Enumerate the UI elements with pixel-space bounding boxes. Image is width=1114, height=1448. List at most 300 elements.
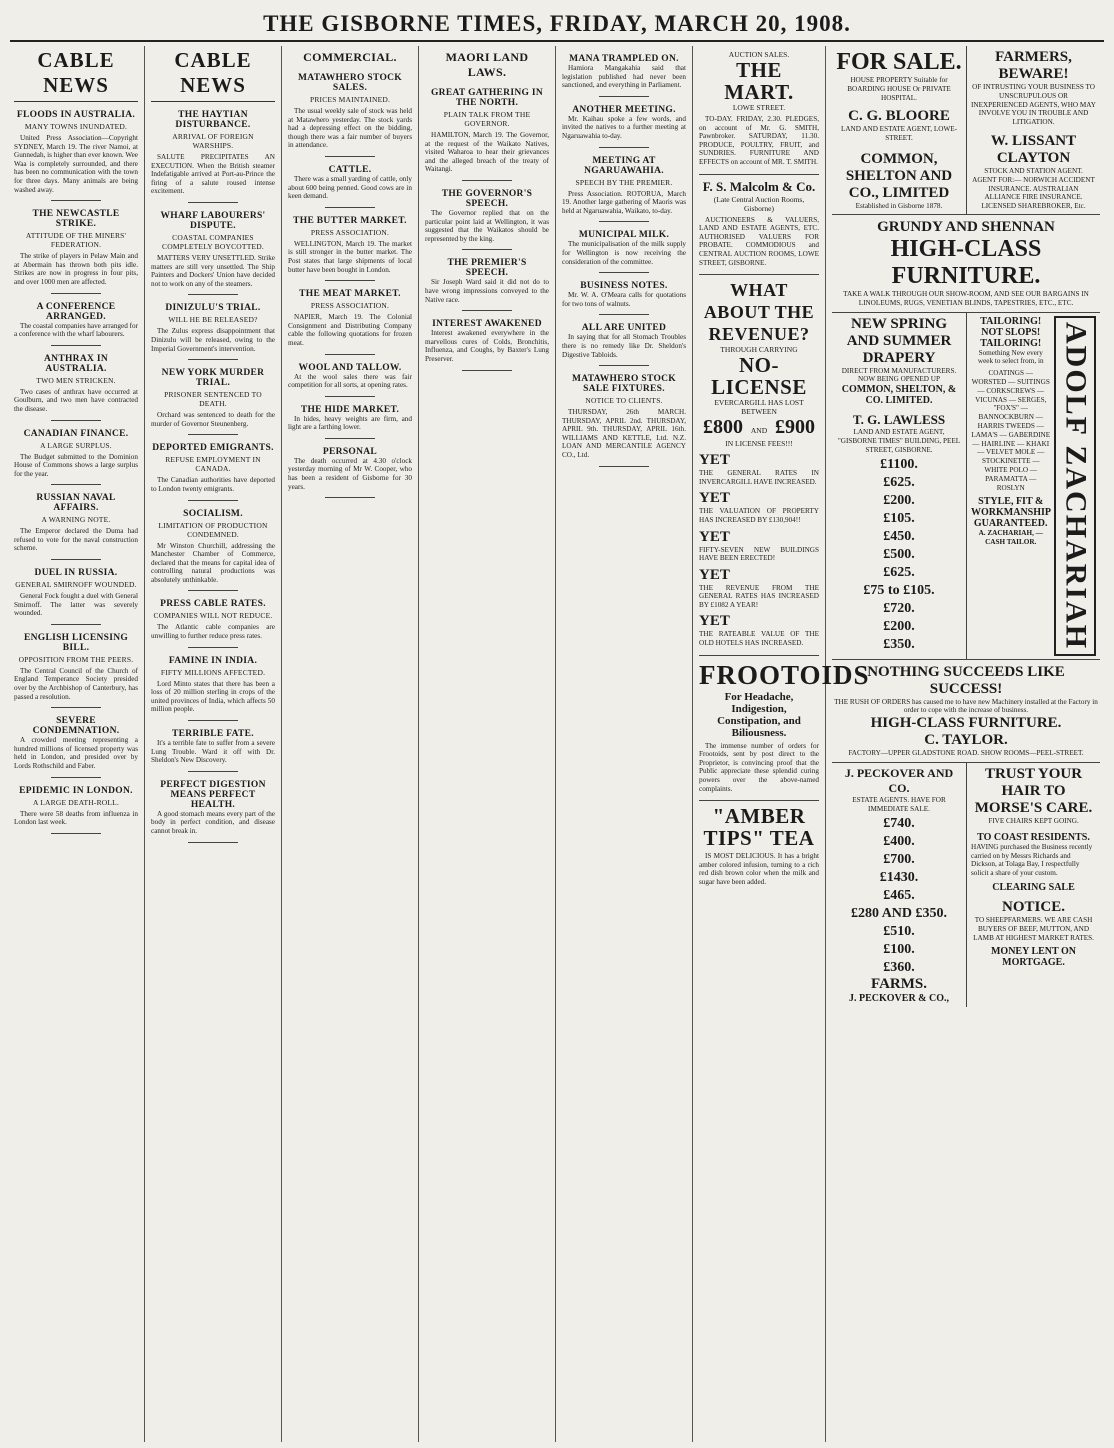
revenue-sub: THROUGH CARRYING: [720, 345, 798, 355]
revenue-small: IN LICENSE FEES!!!: [725, 439, 793, 449]
article-heading: MATAWHERO STOCK SALE FIXTURES.: [572, 374, 676, 395]
article: [151, 211, 275, 295]
article-subheading: COASTAL COMPANIES COMPLETELY BOYCOTTED.: [162, 232, 264, 251]
divider: [188, 434, 238, 435]
article-body: Mr. Kaihau spoke a few words, and invited the natives to a further meeting at Ngaruawahia to-day.: [562, 114, 686, 140]
frootoids-advert: [699, 656, 870, 802]
article-body: There was a small yarding of cattle, only about 600 being penned. Good cows are in keen demand.: [288, 174, 412, 201]
article-heading: NEW YORK MURDER TRIAL.: [161, 368, 265, 389]
farms-title: FARMS.: [871, 975, 927, 992]
article-body: HAMILTON, March 19. The Governor, at the request of the Waikato Natives, visited Waharoa to hear their grievances and the alleged breach of the treaty of Waitangi.: [425, 131, 549, 174]
article-subheading: PRISONER SENTENCED TO DEATH.: [164, 390, 262, 409]
article: [14, 633, 138, 708]
amber-tips-advert: [699, 801, 819, 893]
frootoids-body: The immense number of orders for Frootoids, sent by post direct to the Proprietor, is convincing proof that the Public appreciate these splendid curing powers over the above-named complaints.: [699, 741, 819, 793]
property-price: £360.: [883, 959, 915, 975]
bloore-sub: LAND AND ESTATE AGENT, LOWE-STREET.: [840, 125, 958, 143]
article-body: The Governor replied that on the particular point laid at Wellington, it was suggested that the Waikatos should be represented by the king.: [425, 208, 549, 243]
mart-body: TO-DAY. FRIDAY, 2.30. PLEDGES, on account of Mr. G. SMITH, Pawnbroker. SATURDAY, 11.30. PRODUCE, POULTRY, FRUIT, and SUNDRIES. FURNITURE AND EFFECTS on account of MR. T. SMITH.: [699, 115, 819, 166]
article-body: Sir Joseph Ward said it did not do to have wrong impressions conveyed to the Native race.: [425, 278, 549, 304]
property-price: £280 AND £350.: [850, 905, 948, 921]
property-price: £105.: [883, 510, 915, 526]
article-heading: WHARF LABOURERS' DISPUTE.: [160, 210, 266, 231]
divider: [188, 500, 238, 501]
article-body: MATTERS VERY UNSETTLED. Strike matters are still very unsettled. The Ship Painters and Dockers' Union have decided not to work on any of the steamers.: [151, 253, 275, 288]
lissant-sub: STOCK AND STATION AGENT.: [984, 166, 1083, 175]
peckover-sign: J. PECKOVER & CO.,: [849, 992, 949, 1004]
article: [14, 429, 138, 486]
divider: [188, 771, 238, 772]
divider: [51, 420, 101, 421]
article: [562, 105, 686, 148]
article-list: [14, 110, 138, 834]
divider: [325, 396, 375, 397]
mart-street: LOWE STREET.: [732, 103, 786, 112]
article-heading: THE BUTTER MARKET.: [293, 215, 407, 226]
article-subheading: TWO MEN STRICKEN.: [36, 375, 116, 385]
divider: [462, 180, 512, 181]
article-heading: A CONFERENCE ARRANGED.: [36, 301, 116, 322]
article-subheading: COMPANIES WILL NOT REDUCE.: [153, 611, 273, 621]
farmers-advert: [966, 46, 1100, 214]
divider: [188, 202, 238, 203]
taylor-furniture: HIGH-CLASS FURNITURE.: [870, 715, 1062, 732]
tg-sub: LAND AND ESTATE AGENT, "GISBORNE TIMES" BUILDING, PEEL STREET, GISBORNE.: [837, 428, 961, 454]
article: [14, 493, 138, 560]
article: [151, 110, 275, 203]
divider: [599, 96, 649, 97]
divider: [188, 647, 238, 648]
article-body: The coastal companies have arranged for a conference with the wharf labourers.: [14, 321, 138, 339]
article: [151, 368, 275, 435]
article-heading: THE MEAT MARKET.: [299, 289, 401, 300]
article-body: The municipalisation of the milk supply for Wellington is now receiving the consideration of the committee.: [562, 240, 686, 266]
zachariah-banner: ADOLF ZACHARIAH: [1054, 316, 1096, 656]
tailoring-title: TAILORING! NOT SLOPS! TAILORING!: [980, 315, 1042, 349]
property-price: £75 to £105.: [863, 582, 935, 598]
article-body: THURSDAY, 26th MARCH. THURSDAY, APRIL 2nd. THURSDAY, APRIL 9th. THURSDAY, APRIL 16th. WILLIAMS AND KETTLE, Ltd. N.Z. LOAN AND MERCANTILE AGENCY CO., Ltd.: [562, 408, 686, 460]
tailoring-advert: [966, 313, 1100, 659]
tg-price-list: [836, 457, 962, 653]
article: [151, 303, 275, 360]
article-subheading: OPPOSITION FROM THE PEERS.: [18, 654, 134, 664]
yet-word: YET: [699, 566, 730, 583]
yet-text: THE REVENUE FROM THE GENERAL RATES HAS INCREASED BY £1082 A YEAR!: [699, 583, 819, 609]
divider: [51, 200, 101, 201]
amber-title: "AMBER TIPS" TEA: [703, 804, 815, 851]
property-price: £450.: [883, 528, 915, 544]
divider: [599, 365, 649, 366]
revenue-line: EVERCARGILL HAS LOST BETWEEN: [714, 398, 804, 417]
zachariah-sign: A. ZACHARIAH, — CASH TAILOR.: [978, 529, 1043, 547]
article-body: Lord Minto states that there has been a loss of 20 million sterling in crops of the united provinces of India, which affects 50 million people.: [151, 679, 275, 714]
article: [425, 88, 549, 181]
article-heading: ENGLISH LICENSING BILL.: [23, 632, 129, 653]
revenue-title: WHAT ABOUT THE REVENUE?: [703, 280, 815, 345]
article-heading: THE HAYTIAN DISTURBANCE.: [175, 110, 251, 130]
malcolm-title: F. S. Malcolm & Co.: [702, 178, 816, 194]
property-price: £400.: [883, 833, 915, 849]
article-body: The Budget submitted to the Dominion House of Commons shows a large surplus for the year.: [14, 452, 138, 478]
yet-text: FIFTY-SEVEN NEW BUILDINGS HAVE BEEN ERECTED!: [699, 545, 819, 563]
article-heading: DINIZULU'S TRIAL.: [165, 303, 261, 314]
drapery-title: NEW SPRING AND SUMMER DRAPERY: [846, 315, 952, 366]
column-1: [8, 46, 145, 1442]
article: [562, 156, 686, 223]
article-body: Orchard was sentenced to death for the murder of Governor Steunenberg.: [151, 411, 275, 428]
column-4: [419, 46, 556, 1442]
article: [14, 716, 138, 777]
mart-advert: [699, 46, 819, 175]
notice-body: TO SHEEPFARMERS. WE ARE CASH BUYERS OF BEEF, MUTTON, AND LAMB AT HIGHEST MARKET RATES.: [973, 916, 1094, 942]
article-heading: EPIDEMIC IN LONDON.: [19, 785, 133, 796]
nothing-body: THE RUSH OF ORDERS has caused me to have new Machinery installed at the Factory in order to cope with the increase of business.: [834, 697, 1098, 715]
article-subheading: ARRIVAL OF FOREIGN WARSHIPS.: [172, 132, 254, 150]
property-price: £740.: [883, 815, 915, 831]
article-heading: CATTLE.: [328, 164, 372, 175]
divider: [599, 272, 649, 273]
article-body: The strike of players in Pelaw Main and at Abermain has thrown both pits idle. Strikes are now in progress in four pits, and over 1000 men are affected.: [14, 252, 138, 286]
article-heading: CANADIAN FINANCE.: [23, 428, 129, 439]
article: [288, 73, 412, 157]
property-price: £350.: [883, 636, 915, 652]
divider: [599, 147, 649, 148]
divider: [325, 354, 375, 355]
section-heading: MAORI LAND LAWS.: [445, 50, 529, 79]
article: [151, 780, 275, 843]
article-body: The Canadian authorities have deported to London twenty emigrants.: [151, 476, 275, 493]
divider: [51, 777, 101, 778]
yet-text: THE GENERAL RATES IN INVERCARGILL HAVE INCREASED.: [699, 469, 819, 486]
article-heading: GREAT GATHERING IN THE NORTH.: [430, 88, 544, 108]
article-heading: ANOTHER MEETING.: [572, 104, 676, 115]
article: [562, 281, 686, 315]
article: [288, 363, 412, 397]
property-price: £625.: [883, 474, 915, 490]
article: [151, 599, 275, 647]
tailoring-body: COATINGS — WORSTED — SUITINGS — CORKSCREWS — VICUNAS — SERGES, "FOX'S" — BANNOCKBURN — HARRIS TWEEDS — LAMA'S — GABERDINE — HAIRLINE — KHAKI — VELVET MOLE — STOCKINETTE — WHITE POLO — PARAMATTA — ROSLYN: [971, 369, 1051, 492]
article: [288, 165, 412, 208]
divider: [325, 156, 375, 157]
clearing-title: CLEARING SALE: [992, 882, 1075, 894]
coast-body: HAVING purchased the Business recently carried on by Messrs Richards and Dickson, at Tolaga Bay, I respectfully solicit a share of your custom.: [971, 842, 1093, 878]
divider: [599, 314, 649, 315]
article-subheading: FIFTY MILLIONS AFFECTED.: [160, 667, 266, 677]
tailoring-foot: STYLE, FIT & WORKMANSHIP GUARANTEED.: [971, 496, 1051, 530]
article: [425, 258, 549, 311]
frootoids-sub: For Headache, Indigestion, Constipation, and Biliousness.: [717, 690, 801, 739]
grundy-body: TAKE A WALK THROUGH OUR SHOW-ROOM, AND SEE OUR BARGAINS IN LINOLEUMS, RUGS, VENETIAN BLINDS, TAPESTRIES, ETC., ETC.: [843, 289, 1089, 307]
article: [151, 656, 275, 721]
article: [425, 189, 549, 250]
divider: [325, 438, 375, 439]
divider: [51, 345, 101, 346]
article-body: In hides, heavy weights are firm, and light are a farthing lower.: [288, 414, 412, 432]
article: [151, 443, 275, 500]
article-heading: INTEREST AWAKENED: [432, 319, 542, 330]
for-sale-title: FOR SALE.: [836, 49, 962, 75]
article-body: The Zulus express disappointment that Dinizulu will be released, owing to the Imperial Government's intervention.: [151, 327, 275, 353]
article-heading: WOOL AND TALLOW.: [298, 362, 402, 373]
divider: [51, 559, 101, 560]
article-body: Press Association. ROTORUA, March 19. Another large gathering of Maoris was held at Ngaruawahia, Waikato, to-day.: [562, 189, 686, 215]
article-subheading: GENERAL SMIRNOFF WOUNDED.: [15, 580, 137, 590]
article: [288, 216, 412, 281]
divider: [51, 833, 101, 834]
article-subheading: PLAIN TALK FROM THE GOVERNOR.: [443, 110, 531, 128]
amber-body: IS MOST DELICIOUS. It has a bright amber colored infusion, turning to a rich red dish brown color when the milk and sugar have been added.: [699, 852, 819, 886]
article-body: At the wool sales there was fair competition for all sorts, at opening rates.: [288, 372, 412, 390]
article: [151, 509, 275, 592]
article-subheading: A LARGE SURPLUS.: [40, 440, 112, 450]
trust-sub: FIVE CHAIRS KEPT GOING.: [988, 817, 1079, 826]
divider: [462, 310, 512, 311]
nothing-title: NOTHING SUCCEEDS LIKE SUCCESS!: [867, 663, 1065, 697]
article: [151, 729, 275, 772]
article: [14, 110, 138, 201]
article-list: [425, 88, 549, 371]
taylor-title: C. TAYLOR.: [924, 732, 1008, 749]
article-heading: RUSSIAN NAVAL AFFAIRS.: [36, 493, 116, 514]
article-heading: THE GOVERNOR'S SPEECH.: [441, 188, 533, 209]
article-heading: ALL ARE UNITED: [581, 323, 667, 334]
mart-title: THE MART.: [724, 58, 794, 104]
article-body: Two cases of anthrax have occurred at Goulburn, and two men have contracted the disease.: [14, 387, 138, 413]
article: [562, 323, 686, 366]
property-price: £200.: [883, 618, 915, 634]
article-body: A crowded meeting representing a hundred millions of licensed property was held in London, and presided over by Lords Rothschild and Faber.: [14, 736, 138, 770]
article-heading: BUSINESS NOTES.: [580, 281, 668, 292]
grundy-advert: [832, 215, 1100, 313]
article-heading: MANA TRAMPLED ON.: [569, 54, 679, 64]
article: [14, 209, 138, 293]
article-heading: DEPORTED EMIGRANTS.: [152, 443, 274, 454]
article-heading: SOCIALISM.: [183, 508, 243, 519]
article-body: The Emperor declared the Duma had refused to vote for the naval construction scheme.: [14, 527, 138, 553]
column-7: [826, 46, 1106, 1442]
article-subheading: PRESS ASSOCIATION.: [310, 301, 390, 311]
divider: [188, 590, 238, 591]
malcolm-body: AUCTIONEERS & VALUERS, LAND AND ESTATE AGENTS, ETC. AUTHORISED VALUERS FOR PROBATE. COMMODIOUS and CENTRAL AUCTION ROOMS, LOWE STREET, GISBORNE.: [699, 215, 819, 267]
property-price: £1430.: [879, 869, 919, 885]
tailoring-sub: Something New every week to select from, in: [977, 348, 1044, 366]
article-body: Hamiora Mangakahia said that legislation published had never been sanctioned, and everything in Parliament.: [562, 64, 686, 90]
coast-title: TO COAST RESIDENTS.: [977, 831, 1090, 843]
article: [562, 54, 686, 97]
article-list: [562, 54, 686, 467]
article-heading: THE PREMIER'S SPEECH.: [447, 258, 527, 279]
section-heading: COMMERCIAL.: [303, 50, 397, 64]
column-2: [145, 46, 282, 1442]
yet-word: YET: [699, 613, 730, 630]
grundy-furniture: HIGH-CLASS FURNITURE.: [890, 235, 1042, 289]
column-3: [282, 46, 419, 1442]
bottom-advert-row: [832, 763, 1100, 1007]
masthead: [10, 8, 1104, 42]
divider: [325, 497, 375, 498]
masthead-title: THE GISBORNE TIMES, FRIDAY, MARCH 20, 1908.: [263, 11, 851, 36]
article-body: Interest awakened everywhere in the marvellous cures of Colds, Bronchitis, Influenza, and Coughs, by Baxter's Lung Preserver.: [425, 329, 549, 363]
article-heading: PERSONAL: [322, 446, 378, 457]
trust-title: TRUST YOUR HAIR TO MORSE'S CARE.: [974, 766, 1093, 817]
common-ltd: COMMON, SHELTON, & CO. LIMITED.: [841, 384, 957, 407]
article: [288, 447, 412, 498]
yet-text: THE VALUATION OF PROPERTY HAS INCREASED BY £130,904!!: [699, 507, 819, 524]
article-body: A good stomach means every part of the body in perfect condition, and disease cannot break in.: [151, 809, 275, 835]
divider: [188, 720, 238, 721]
article-heading: DUEL IN RUSSIA.: [34, 568, 118, 579]
revenue-amounts: [699, 416, 819, 439]
article: [425, 319, 549, 370]
for-sale-body: HOUSE PROPERTY Suitable for BOARDING HOUSE Or PRIVATE HOSPITAL.: [847, 76, 951, 102]
property-price: £100.: [883, 941, 915, 957]
article-subheading: A WARNING NOTE.: [41, 515, 111, 525]
property-price: £500.: [883, 546, 915, 562]
article: [288, 405, 412, 439]
article-subheading: WILL HE BE RELEASED?: [168, 315, 258, 325]
article-heading: PERFECT DIGESTION MEANS PERFECT HEALTH.: [160, 779, 266, 810]
property-price: £720.: [883, 600, 915, 616]
article-heading: FAMINE IN INDIA.: [168, 655, 258, 666]
divider: [325, 207, 375, 208]
article-heading: THE HIDE MARKET.: [300, 404, 400, 415]
article-subheading: NOTICE TO CLIENTS.: [585, 396, 663, 406]
common-sub: Established in Gisborne 1878.: [855, 201, 943, 210]
property-price: £1100.: [880, 456, 918, 472]
divider: [325, 280, 375, 281]
divider: [51, 484, 101, 485]
taylor-sub: FACTORY—UPPER GLADSTONE ROAD. SHOW ROOMS—PEEL-STREET.: [848, 749, 1084, 758]
divider: [462, 249, 512, 250]
article-body: The Atlantic cable companies are unwilling to further reduce press rates.: [151, 623, 275, 641]
money-lent: MONEY LENT ON MORTGAGE.: [990, 946, 1076, 969]
article: [14, 568, 138, 625]
article-body: Mr Winston Churchill, addressing the Manchester Chamber of Commerce, declared that the means for capital idea of controlling natural productions was absolutely unthinkable.: [151, 541, 275, 584]
right-bottom-adverts: [966, 763, 1100, 1007]
peckover-sub: ESTATE AGENTS. HAVE FOR IMMEDIATE SALE.: [852, 796, 946, 813]
section-heading: CABLE NEWS: [14, 46, 138, 102]
article-body: Mr. W. A. O'Meara calls for quotations for two tons of walnuts.: [562, 291, 686, 308]
article-body: The usual weekly sale of stock was held at Matawhero yesterday. The stock yards had a depressing effect on the bidding, though there was a fair number of buyers in attendance.: [288, 107, 412, 150]
yet-text: THE RATEABLE VALUE OF THE OLD HOTELS HAS INCREASED.: [699, 630, 819, 648]
article-body: It's a terrible fate to suffer from a severe Lung Trouble. Ward it off with Dr. Sheldon's New Discovery.: [151, 739, 275, 765]
article: [14, 302, 138, 346]
farmers-body: OF INTRUSTING YOUR BUSINESS TO UNSCRUPULOUS OR INEXPERIENCED AGENTS, WHO MAY INVOLVE YOU IN TROUBLE AND LITIGATION.: [971, 83, 1096, 127]
section-heading: CABLE NEWS: [151, 46, 275, 102]
article-body: In saying that for all Stomach Troubles there is no remedy like Dr. Sheldon's Digestive Tabloids.: [562, 333, 686, 359]
divider: [188, 842, 238, 843]
article: [288, 289, 412, 354]
common-title: COMMON, SHELTON AND CO., LIMITED: [845, 150, 953, 201]
article-subheading: REFUSE EMPLOYMENT IN CANADA.: [165, 455, 261, 474]
article: [14, 786, 138, 834]
article-body: SALUTE PRECIPITATES AN EXECUTION. When the British steamer Indefatigable arrived at Port-au-Prince the firing of a salute roused intense excitement.: [151, 153, 275, 196]
article-heading: TERRIBLE FATE.: [172, 729, 254, 740]
article-subheading: A LARGE DEATH-ROLL.: [32, 797, 120, 807]
article-subheading: MANY TOWNS INUNDATED.: [24, 122, 128, 131]
article-subheading: LIMITATION OF PRODUCTION CONDEMNED.: [158, 520, 268, 539]
article-subheading: PRESS ASSOCIATION.: [310, 227, 390, 237]
for-sale-advert: [832, 46, 966, 214]
article-body: General Fock fought a duel with General Smirnoff. The latter was severely wounded.: [14, 592, 138, 618]
nothing-succeeds-advert: [832, 660, 1100, 763]
article-heading: FLOODS IN AUSTRALIA.: [16, 110, 136, 120]
revenue-amount-a: £800: [702, 416, 743, 439]
divider: [462, 370, 512, 371]
drapery-sub: DIRECT FROM MANUFACTURERS. NOW BEING OPENED UP: [841, 366, 957, 384]
yet-word: YET: [699, 452, 730, 469]
article: [562, 374, 686, 467]
columns: [8, 46, 1106, 1442]
peckover-price-list: [836, 816, 962, 976]
drapery-advert: [832, 313, 966, 659]
top-advert-row: [832, 46, 1100, 215]
article-body: United Press Association—Copyright SYDNEY, March 19. The river Namoi, at Gunnedah, is higher than ever known. Wee Waa is completely surrounded, and there has been no communication with the town for three days. Many animals are being washed away.: [14, 134, 138, 194]
frootoids-title: FROOTOIDS: [699, 659, 870, 690]
article-subheading: PRICES MAINTAINED.: [309, 95, 391, 104]
article-body: The Central Council of the Church of England Temperance Society presided over by the Archbishop of Canterbury, has passed a resolution.: [14, 666, 138, 701]
divider: [599, 466, 649, 467]
peckover-advert: [832, 763, 966, 1007]
column-5: [556, 46, 693, 1442]
article-heading: MEETING AT NGARUAWAHIA.: [584, 155, 664, 176]
property-price: £700.: [883, 851, 915, 867]
article: [14, 354, 138, 421]
malcolm-advert: [699, 175, 819, 276]
revenue-advert: [699, 275, 819, 656]
article-heading: MATAWHERO STOCK SALES.: [298, 73, 402, 93]
revenue-big: NO-LICENSE: [711, 353, 807, 400]
revenue-and: AND: [750, 426, 768, 436]
article: [562, 230, 686, 273]
bloore-title: C. G. BLOORE: [848, 108, 950, 125]
notice-title: NOTICE.: [1002, 899, 1065, 916]
yet-list: [699, 452, 819, 648]
farmers-title: FARMERS, BEWARE!: [995, 49, 1072, 82]
article-body: WELLINGTON, March 19. The market is still stronger in the butter market. The Post states that large shipments of local butter have been bought in London.: [288, 239, 412, 274]
middle-advert-row: [832, 313, 1100, 660]
peckover-title: J. PECKOVER AND CO.: [844, 766, 954, 796]
property-price: £625.: [883, 564, 915, 580]
grundy-title: GRUNDY AND SHENNAN: [877, 218, 1055, 235]
lissant-body: AGENT FOR:— NORWICH ACCIDENT INSURANCE. AUSTRALIAN ALLIANCE FIRE INSURANCE. LICENSED SHAREBROKER, Etc.: [972, 175, 1095, 211]
article-body: There were 58 deaths from influenza in London last week.: [14, 809, 138, 827]
lissant-title: W. LISSANT CLAYTON: [990, 132, 1077, 166]
article-heading: SEVERE CONDEMNATION.: [32, 716, 120, 737]
divider: [188, 359, 238, 360]
article-list: [151, 110, 275, 843]
property-price: £200.: [883, 492, 915, 508]
divider: [188, 294, 238, 295]
divider: [51, 624, 101, 625]
tg-title: T. G. LAWLESS: [852, 412, 946, 428]
article-heading: THE NEWCASTLE STRIKE.: [32, 209, 120, 230]
yet-word: YET: [699, 528, 730, 545]
property-price: £465.: [883, 887, 915, 903]
divider: [51, 293, 101, 294]
property-price: £510.: [883, 923, 915, 939]
divider: [51, 707, 101, 708]
auction-heading: AUCTION SALES.: [728, 50, 790, 59]
article-subheading: ATTITUDE OF THE MINERS' FEDERATION.: [25, 231, 127, 250]
article-subheading: SPEECH BY THE PREMIER.: [575, 177, 673, 187]
revenue-amount-b: £900: [775, 416, 816, 439]
yet-word: YET: [699, 490, 730, 507]
column-6: [693, 46, 870, 1442]
article-heading: ANTHRAX IN AUSTRALIA.: [44, 353, 108, 374]
article-heading: MUNICIPAL MILK.: [578, 230, 670, 241]
divider: [599, 221, 649, 222]
